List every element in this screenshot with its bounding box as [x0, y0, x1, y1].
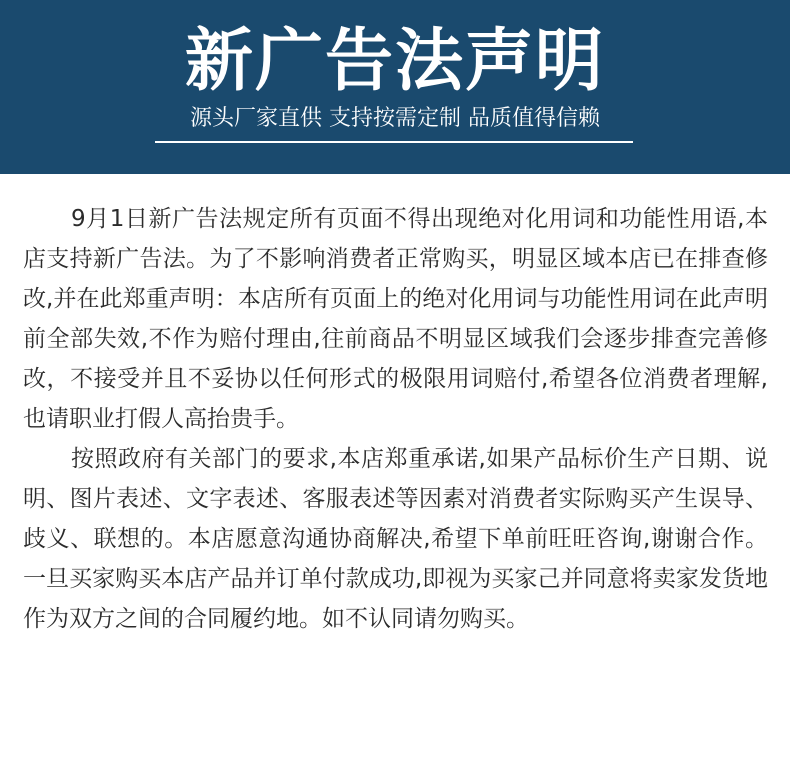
statement-body: [23, 199, 768, 639]
page-title: 新广告法声明: [184, 22, 605, 101]
statement-paragraph-1: 9月1日新广告法规定所有页面不得出现绝对化用词和功能性用语,本店支持新广告法。为了不影响消费者正常购买，明显区域本店已在排查修改,并在此郑重声明：本店所有页面上的绝对化用词与功能性用词在此声明前全部失效,不作为赔付理由,往前商品不明显区域我们会逐步排查完善修改，不接受并且不妥协以任何形式的极限用词赔付,希望各位消费者理解,也请职业打假人高抬贵手。: [23, 206, 768, 432]
page-subtitle: 源头厂家直供 支持按需定制 品质值得信赖: [190, 106, 600, 131]
header-banner: [0, 0, 790, 174]
statement-paragraph-2: 按照政府有关部门的要求,本店郑重承诺,如果产品标价生产日期、说明、图片表述、文字表述、客服表述等因素对消费者实际购买产生误导、歧义、联想的。本店愿意沟通协商解决,希望下单前旺旺咨询,谢谢合作。一旦买家购买本店产品并订单付款成功,即视为买家己并同意将卖家发货地作为双方之间的合同履约地。如不认同请勿购买。: [23, 446, 768, 632]
subtitle-underline: [155, 141, 633, 143]
